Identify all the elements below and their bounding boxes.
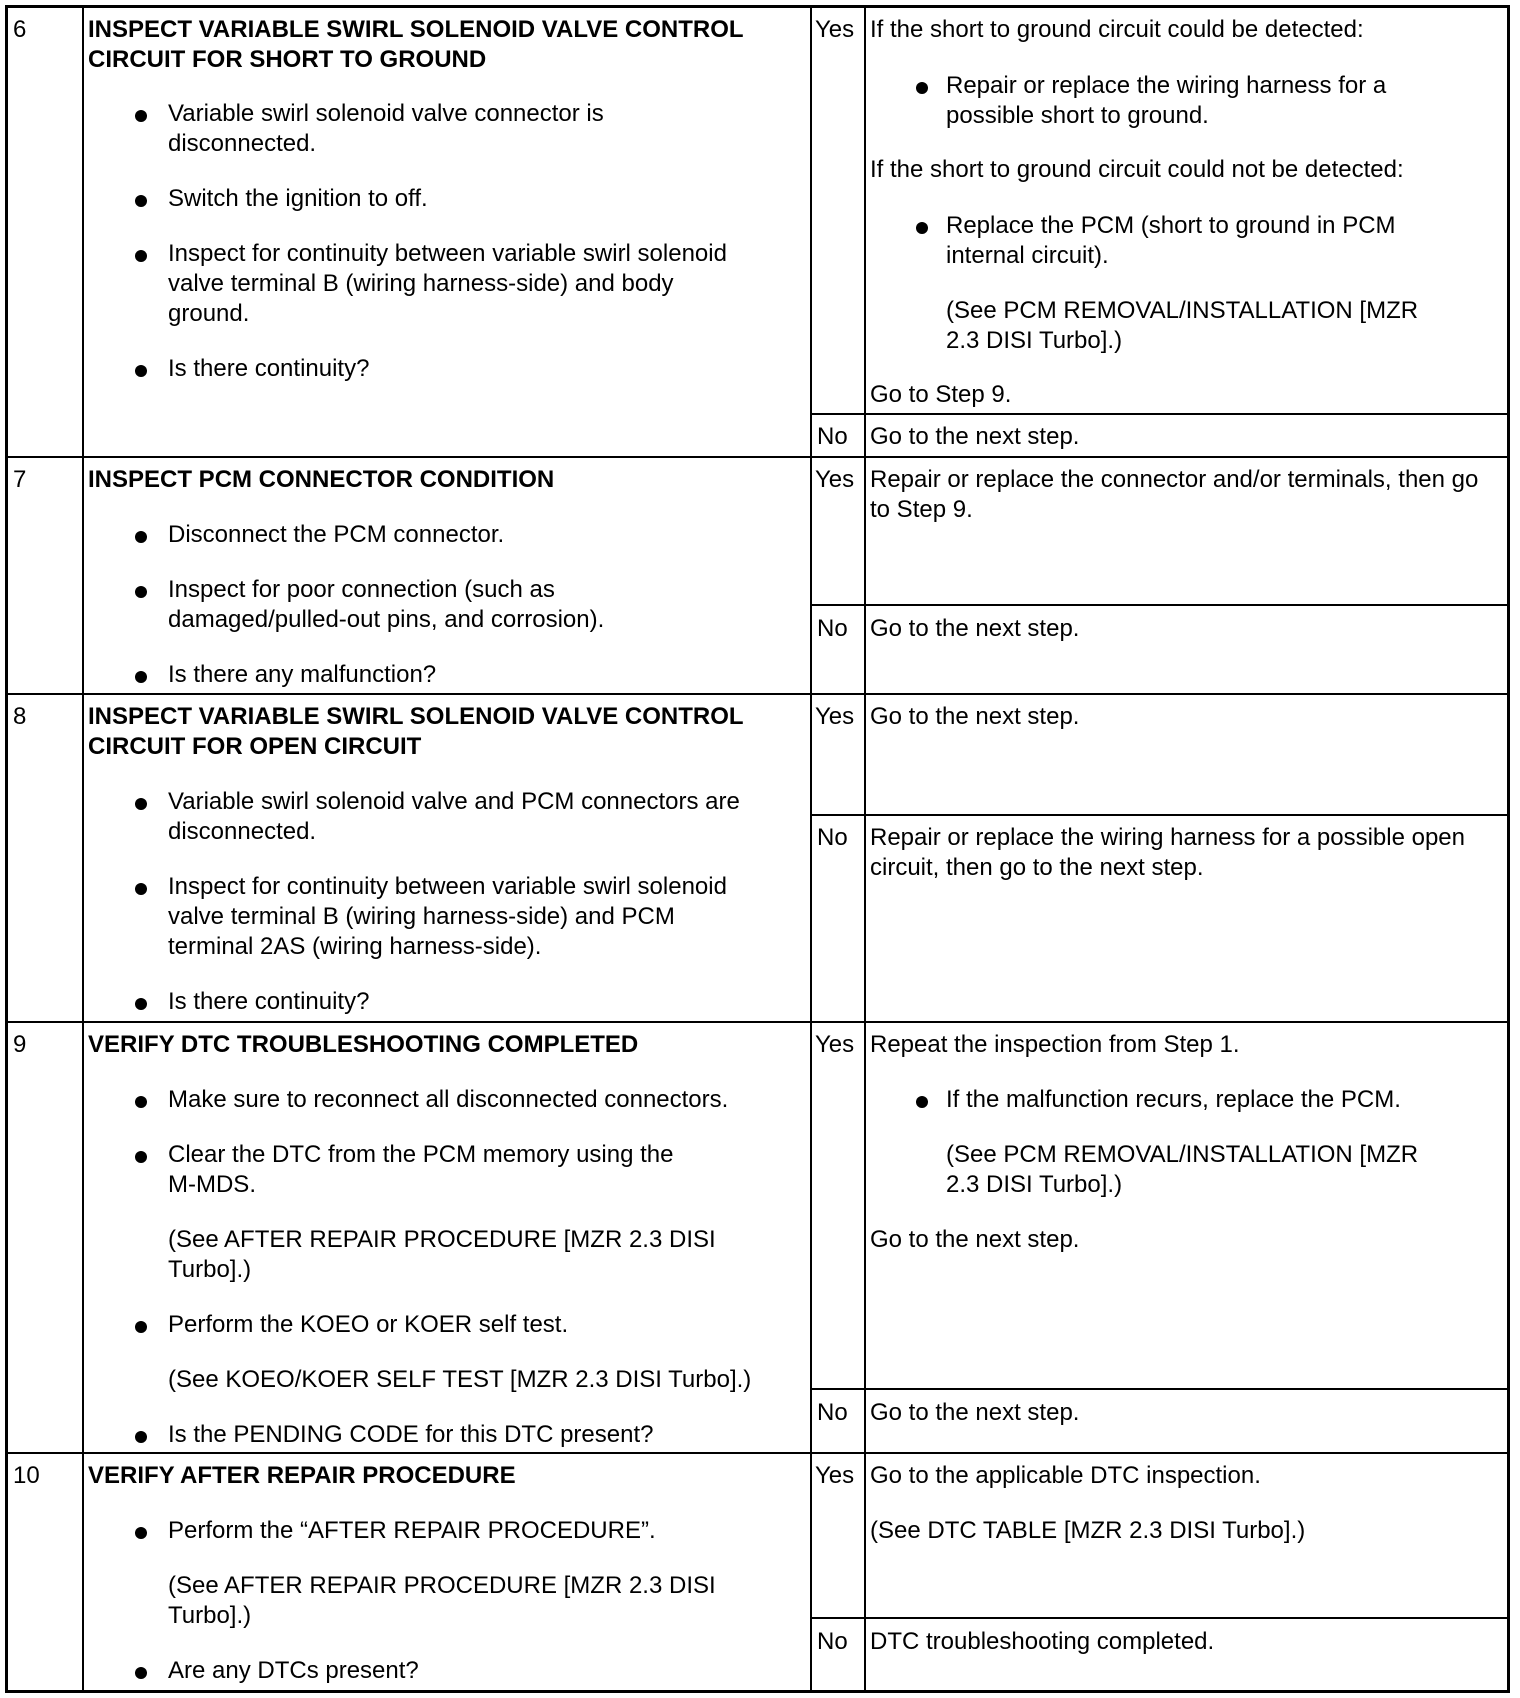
action-text: Is there any malfunction?: [168, 661, 437, 688]
list-item: [88, 1656, 808, 1686]
list-item: [88, 520, 808, 550]
yes-no-divider: [810, 604, 1507, 606]
reference-note: (See KOEO/KOER SELF TEST [MZR 2.3 DISI Turbo].): [168, 1366, 752, 1393]
bullet-icon: [135, 671, 147, 683]
step-title: INSPECT VARIABLE SWIRL SOLENOID VALVE CONTROL CIRCUIT FOR OPEN CIRCUIT: [88, 703, 744, 760]
reference-note: (See AFTER REPAIR PROCEDURE [MZR 2.3 DISI Turbo].): [168, 1226, 716, 1283]
no-result-text: Go to the next step.: [870, 1399, 1080, 1426]
list-item: [88, 787, 808, 847]
yes-result-text: (See DTC TABLE [MZR 2.3 DISI Turbo].): [870, 1517, 1306, 1544]
list-item: [88, 872, 808, 962]
troubleshooting-table: [5, 5, 1510, 1693]
row-divider: [8, 693, 1507, 695]
yes-result-list: [870, 211, 1500, 356]
yes-label: Yes: [815, 703, 855, 730]
yes-no-divider: [810, 1388, 1507, 1390]
reference-note: (See PCM REMOVAL/INSTALLATION [MZR 2.3 DISI Turbo].): [946, 297, 1419, 354]
no-label: No: [817, 423, 848, 450]
yes-result-text: If the short to ground circuit could be detected:: [870, 16, 1364, 43]
yes-result-text: Go to the next step.: [870, 703, 1080, 730]
action-list: [88, 520, 808, 690]
list-item: [88, 184, 808, 214]
list-item: [870, 1085, 1500, 1200]
action-text: Perform the “AFTER REPAIR PROCEDURE”.: [168, 1517, 656, 1544]
action-text: Variable swirl solenoid valve connector is disconnected.: [168, 100, 604, 157]
yes-no-divider: [810, 413, 1507, 415]
action-list: [88, 787, 808, 1017]
no-result-text: Go to the next step.: [870, 423, 1080, 450]
step-number: 6: [13, 16, 27, 43]
no-result-text: DTC troubleshooting completed.: [870, 1628, 1215, 1655]
yes-label: Yes: [815, 16, 855, 43]
action-text: Inspect for continuity between variable swirl solenoid valve terminal B (wiring harness-side) and body ground.: [168, 240, 727, 327]
result-text: If the malfunction recurs, replace the PCM.: [946, 1086, 1401, 1113]
yes-result-text: Go to the applicable DTC inspection.: [870, 1462, 1261, 1489]
row-divider: [8, 1452, 1507, 1454]
bullet-icon: [135, 195, 147, 207]
list-item: [88, 239, 808, 329]
reference-note: (See AFTER REPAIR PROCEDURE [MZR 2.3 DISI Turbo].): [168, 1572, 716, 1629]
no-label: No: [817, 615, 848, 642]
result-text: Repair or replace the wiring harness for a possible short to ground.: [946, 72, 1387, 129]
yes-label: Yes: [815, 1462, 855, 1489]
bullet-icon: [135, 365, 147, 377]
action-text: Disconnect the PCM connector.: [168, 521, 505, 548]
bullet-icon: [135, 1096, 147, 1108]
yes-result-text: Repair or replace the connector and/or terminals, then go to Step 9.: [870, 466, 1479, 523]
bullet-icon: [135, 531, 147, 543]
bullet-icon: [135, 110, 147, 122]
row-divider: [8, 456, 1507, 458]
list-item: [88, 1420, 808, 1450]
action-text: Switch the ignition to off.: [168, 185, 428, 212]
action-text: Is the PENDING CODE for this DTC present?: [168, 1421, 654, 1448]
step-title: VERIFY AFTER REPAIR PROCEDURE: [88, 1462, 516, 1489]
row-divider: [8, 1021, 1507, 1023]
step-number: 7: [13, 466, 27, 493]
step-title: VERIFY DTC TROUBLESHOOTING COMPLETED: [88, 1031, 639, 1058]
yes-result-text: Repeat the inspection from Step 1.: [870, 1031, 1240, 1058]
list-item: [870, 71, 1500, 131]
action-list: [88, 1085, 808, 1450]
bullet-icon: [916, 82, 928, 94]
reference-note: (See PCM REMOVAL/INSTALLATION [MZR 2.3 DISI Turbo].): [946, 1141, 1419, 1198]
yes-label: Yes: [815, 466, 855, 493]
column-divider: [864, 8, 866, 1690]
no-label: No: [817, 1628, 848, 1655]
list-item: [88, 1310, 808, 1395]
step-number: 8: [13, 703, 27, 730]
bullet-icon: [135, 1321, 147, 1333]
no-result-text: Repair or replace the wiring harness for a possible open circuit, then go to the next step.: [870, 824, 1465, 881]
bullet-icon: [916, 222, 928, 234]
action-text: Clear the DTC from the PCM memory using the M-MDS.: [168, 1141, 674, 1198]
list-item: [88, 1085, 808, 1115]
list-item: [88, 99, 808, 159]
action-list: [88, 1516, 808, 1686]
yes-label: Yes: [815, 1031, 855, 1058]
list-item: [88, 575, 808, 635]
action-text: Is there continuity?: [168, 988, 370, 1015]
no-result-text: Go to the next step.: [870, 615, 1080, 642]
list-item: [88, 987, 808, 1017]
list-item: [88, 1140, 808, 1285]
result-text: Replace the PCM (short to ground in PCM internal circuit).: [946, 212, 1396, 269]
list-item: [88, 660, 808, 690]
bullet-icon: [135, 1431, 147, 1443]
bullet-icon: [135, 883, 147, 895]
step-title: INSPECT PCM CONNECTOR CONDITION: [88, 466, 555, 493]
bullet-icon: [135, 1667, 147, 1679]
yes-no-divider: [810, 814, 1507, 816]
bullet-icon: [135, 1527, 147, 1539]
action-text: Variable swirl solenoid valve and PCM connectors are disconnected.: [168, 788, 740, 845]
action-text: Inspect for continuity between variable swirl solenoid valve terminal B (wiring harness-side) and PCM terminal 2AS (wiring harness-side).: [168, 873, 727, 960]
bullet-icon: [135, 586, 147, 598]
column-divider: [82, 8, 84, 1690]
no-label: No: [817, 1399, 848, 1426]
action-text: Perform the KOEO or KOER self test.: [168, 1311, 569, 1338]
yes-result-text: Go to Step 9.: [870, 381, 1012, 408]
action-text: Inspect for poor connection (such as damaged/pulled-out pins, and corrosion).: [168, 576, 605, 633]
list-item: [88, 354, 808, 384]
bullet-icon: [135, 998, 147, 1010]
yes-result-list: [870, 1085, 1500, 1200]
step-number: 10: [13, 1462, 40, 1489]
no-label: No: [817, 824, 848, 851]
yes-result-list: [870, 71, 1500, 131]
list-item: [870, 211, 1500, 356]
action-text: Make sure to reconnect all disconnected connectors.: [168, 1086, 729, 1113]
list-item: [88, 1516, 808, 1631]
yes-result-text: If the short to ground circuit could not be detected:: [870, 156, 1404, 183]
column-divider: [810, 8, 812, 1690]
yes-result-text: Go to the next step.: [870, 1226, 1080, 1253]
step-number: 9: [13, 1031, 27, 1058]
yes-no-divider: [810, 1617, 1507, 1619]
bullet-icon: [135, 250, 147, 262]
action-list: [88, 99, 808, 384]
step-title: INSPECT VARIABLE SWIRL SOLENOID VALVE CONTROL CIRCUIT FOR SHORT TO GROUND: [88, 16, 744, 73]
action-text: Is there continuity?: [168, 355, 370, 382]
bullet-icon: [916, 1096, 928, 1108]
bullet-icon: [135, 1151, 147, 1163]
bullet-icon: [135, 798, 147, 810]
action-text: Are any DTCs present?: [168, 1657, 419, 1684]
